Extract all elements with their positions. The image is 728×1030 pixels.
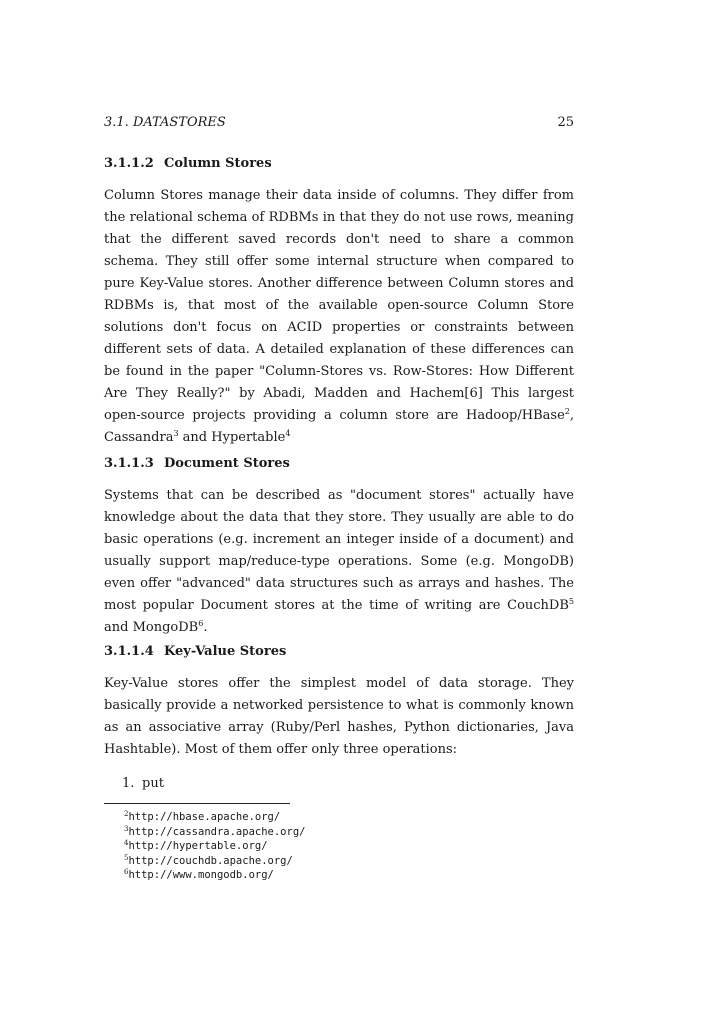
footnote-link[interactable]: http://hbase.apache.org/ [128, 811, 281, 823]
footnote-3: $^3$http://cassandra.apache.org/ [124, 824, 306, 838]
list-item [122, 776, 164, 791]
footnote-2: $^2$http://hbase.apache.org/ [124, 810, 281, 823]
footnote-ref-4: 4 [285, 429, 291, 438]
footnote-ref-6: 6 [198, 619, 204, 628]
footnote-ref-2: 2 [564, 407, 570, 416]
running-header-section: 3.1. DATASTORES [104, 115, 226, 130]
heading-number: 3.1.1.3 [104, 456, 154, 471]
heading-number: 3.1.1.2 [104, 156, 154, 171]
footnote-5: $^5$http://couchdb.apache.org/ [124, 853, 293, 867]
footnote-link[interactable]: http://couchdb.apache.org/ [128, 854, 293, 867]
heading-document-stores [104, 456, 290, 471]
footnote-ref-5: 5 [568, 597, 574, 606]
paragraph-key-value-stores: Key-Value stores offer the simplest model of data storage. They basically provide a networked persistence to what is commonly known as an associative array (Ruby/Perl hashes, Python dictionaries, Java Hashtable). Most of them offer only three operations: [104, 676, 574, 757]
heading-column-stores [104, 156, 272, 171]
running-header [104, 115, 574, 130]
footnote-4: $^4$http://hypertable.org/ [124, 839, 268, 852]
list-item-text: put [142, 776, 164, 791]
paragraph-document-stores: Systems that can be described as "document stores" actually have knowledge about the data that they store. They usually are able to do basic operations (e.g. increment an integer inside of a document) and usually support map/reduce-type operations. Some (e.g. MongoDB) even offer "advanced" data structures such as arrays and hashes. The most popular Document stores at the time of writing are CouchDB$^5$ and MongoDB$^6$. [104, 488, 574, 635]
heading-key-value-stores [104, 644, 286, 659]
list-item-number: 1. [122, 776, 135, 791]
footnote-divider [104, 803, 290, 804]
paragraph-column-stores: Column Stores manage their data inside of columns. They differ from the relational schema of RDBMs in that they do not use rows, meaning that the different saved records don't need to share a common schema. They still offer some internal structure when compared to pure Key-Value stores. Another difference between Column stores and RDBMs is, that most of the available open-source Column Store solutions don't focus on ACID properties or constraints between different sets of data. A detailed explanation of these differences can be found in the paper "Column-Stores vs. Row-Stores: How Different Are They Really?" by Abadi, Madden and Hachem[6] This largest open-source projects providing a column store are Hadoop/HBase$^2$, Cassandra$^3$ and Hypertable$^4$ [104, 188, 574, 445]
page-number: 25 [557, 115, 574, 130]
footnote-link[interactable]: http://hypertable.org/ [128, 840, 268, 852]
footnote-link[interactable]: http://www.mongodb.org/ [128, 869, 274, 881]
footnote-link[interactable]: http://cassandra.apache.org/ [128, 825, 306, 838]
heading-title: Key-Value Stores [164, 644, 287, 659]
footnote-6: $^6$http://www.mongodb.org/ [124, 868, 274, 881]
footnote-ref-3: 3 [173, 429, 179, 438]
heading-title: Column Stores [164, 156, 272, 171]
footnotes [124, 810, 305, 883]
heading-number: 3.1.1.4 [104, 644, 154, 659]
heading-title: Document Stores [164, 456, 290, 471]
